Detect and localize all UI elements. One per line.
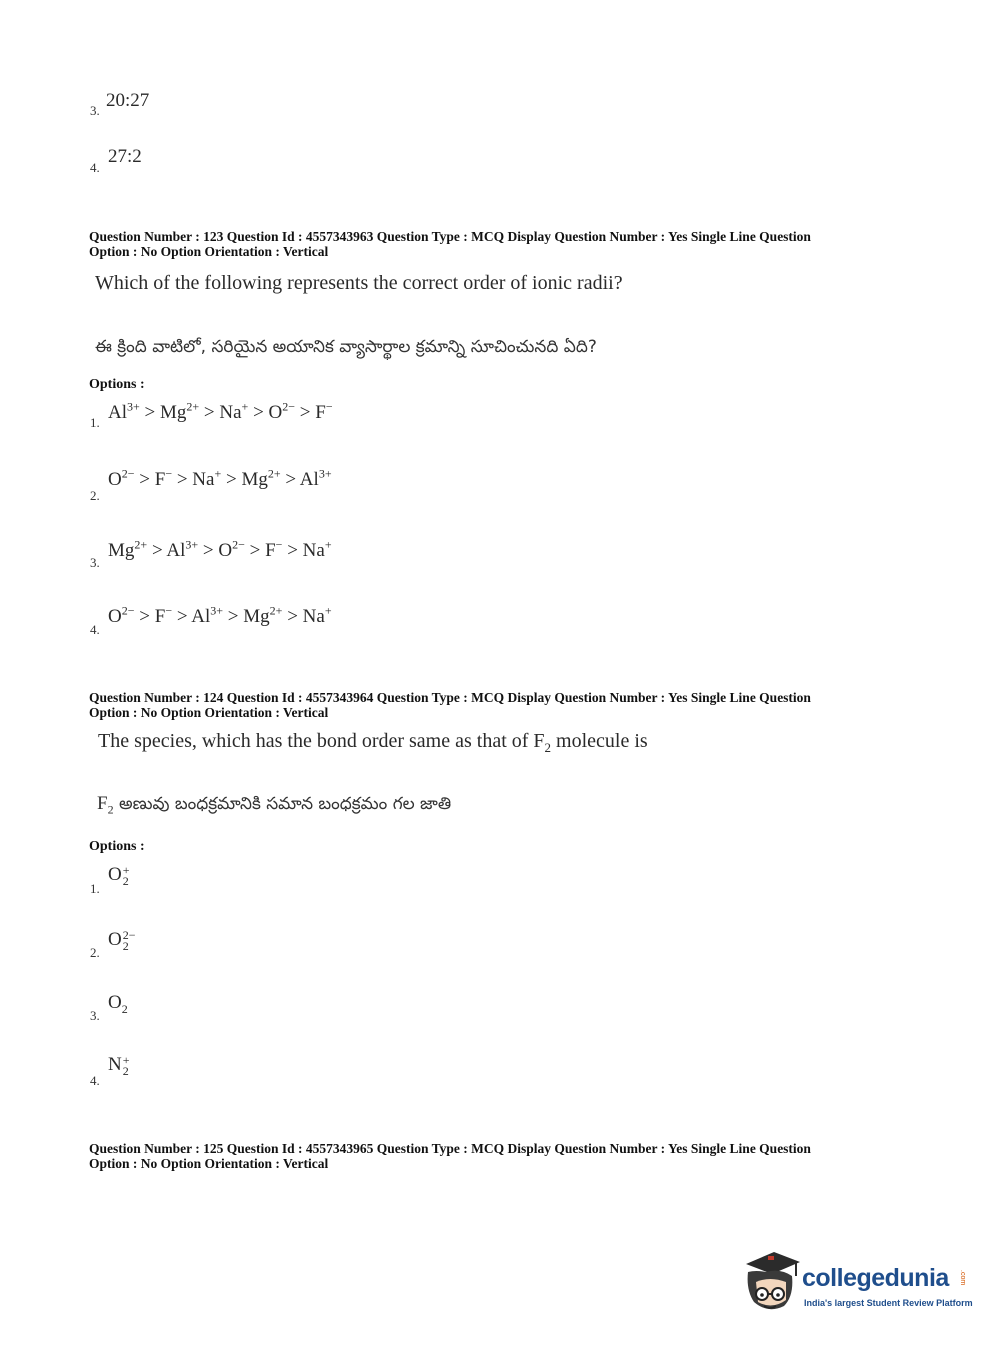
option-number: 2. bbox=[90, 488, 100, 503]
question-meta-options: Option : No Option Orientation : Vertical bbox=[89, 705, 329, 720]
mascot-icon bbox=[740, 1250, 802, 1320]
option-4-formula: $O^{2-} > F^- > Al^{3+} > Mg^{2+} > Na^+$ bbox=[108, 603, 332, 627]
option-text: 20:27 bbox=[106, 90, 150, 111]
option-number: 3. bbox=[90, 555, 100, 570]
options-label: Options : bbox=[89, 377, 145, 392]
question-meta: Question Number : 123 Question Id : 4557343963 Question Type : MCQ Display Question Number : Yes Single Line Question bbox=[89, 229, 811, 244]
option-2-formula: O 2− 2 bbox=[108, 927, 136, 953]
question-stem-english: Which of the following represents the correct order of ionic radii? bbox=[95, 272, 623, 294]
option-text: 27:2 bbox=[108, 146, 142, 167]
option-1-formula: $Al^{3+} > Mg^{2+} > Na^+ > O^{2-} > F^-$ bbox=[108, 399, 333, 423]
question-meta-options: Option : No Option Orientation : Vertical bbox=[89, 244, 329, 259]
option-3-formula: $Mg^{2+} > Al^{3+} > O^{2-} > F^- > Na^+$ bbox=[108, 537, 332, 561]
question-stem-telugu: ఈ క్రింది వాటిలో, సరియైన అయానిక వ్యాసార్థాల క్రమాన్ని సూచించునది ఏది? bbox=[95, 337, 597, 357]
options-label: Options : bbox=[89, 839, 145, 854]
question-stem-english: The species, which has the bond order same as that of $F_2$ molecule is bbox=[98, 730, 648, 755]
option-number: 1. bbox=[90, 415, 100, 430]
option-number: 3. bbox=[90, 1008, 100, 1023]
option-number: 4. bbox=[90, 160, 100, 175]
logo-wordmark: collegedunia bbox=[802, 1264, 949, 1292]
option-4-formula: N + 2 bbox=[108, 1052, 130, 1078]
option-1-formula: O + 2 bbox=[108, 862, 130, 888]
option-number: 1. bbox=[90, 881, 100, 896]
question-meta: Question Number : 124 Question Id : 4557343964 Question Type : MCQ Display Question Number : Yes Single Line Question bbox=[89, 690, 811, 705]
collegedunia-logo[interactable] bbox=[740, 1250, 972, 1320]
logo-tagline: India's largest Student Review Platform bbox=[804, 1298, 973, 1308]
option-3-formula: $O_2$ bbox=[108, 992, 128, 1016]
logo-suffix: .com bbox=[959, 1270, 966, 1286]
option-number: 4. bbox=[90, 622, 100, 637]
option-number: 4. bbox=[90, 1073, 100, 1088]
question-meta: Question Number : 125 Question Id : 4557343965 Question Type : MCQ Display Question Number : Yes Single Line Question bbox=[89, 1141, 811, 1156]
option-number: 3. bbox=[90, 103, 100, 118]
option-number: 2. bbox=[90, 945, 100, 960]
question-stem-telugu: $F_2$ అణువు బంధక్రమానికి సమాన బంధక్రమం గల జాతి bbox=[97, 793, 452, 817]
option-2-formula: $O^{2-} > F^- > Na^+ > Mg^{2+} > Al^{3+}$ bbox=[108, 466, 332, 490]
question-meta-options: Option : No Option Orientation : Vertical bbox=[89, 1156, 329, 1171]
